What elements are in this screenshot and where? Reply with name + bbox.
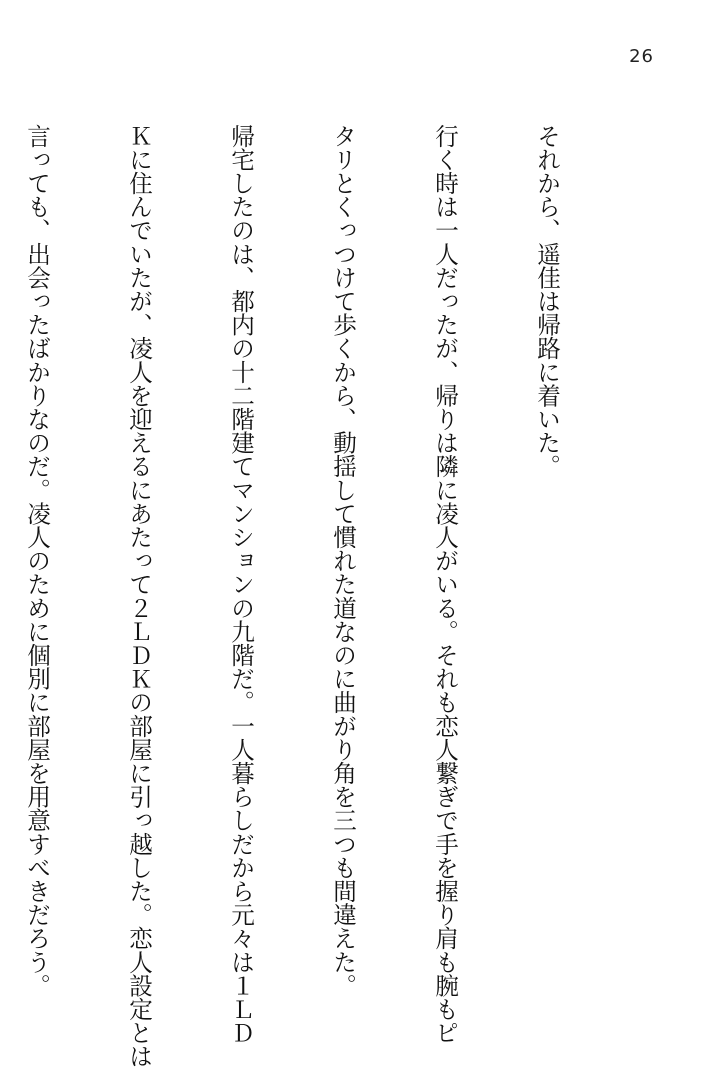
text-line: Ｋに住んでいたが、凌人を迎えるにあたって２ＬＤＫの部屋に引っ越した。恋人設定とは	[125, 124, 153, 1068]
text-line: 行く時は一人だったが、帰りは隣に凌人がいる。それも恋人繋ぎで手を握り肩も腕もピ	[431, 124, 459, 1045]
text-line: 帰宅したのは、都内の十二階建てマンションの九階だ。一人暮らしだから元々は１ＬＤ	[227, 124, 255, 1045]
text-line: タリとくっつけて歩くから、動揺して慣れた道なのに曲がり角を三つも間違えた。	[329, 124, 357, 998]
page-number: 26	[629, 46, 654, 67]
text-line: それから、遥佳は帰路に着いた。	[533, 124, 561, 478]
text-line: 言っても、出会ったばかりなのだ。凌人のために個別に部屋を用意すべきだろう。	[23, 124, 51, 998]
body-text	[0, 124, 632, 1068]
